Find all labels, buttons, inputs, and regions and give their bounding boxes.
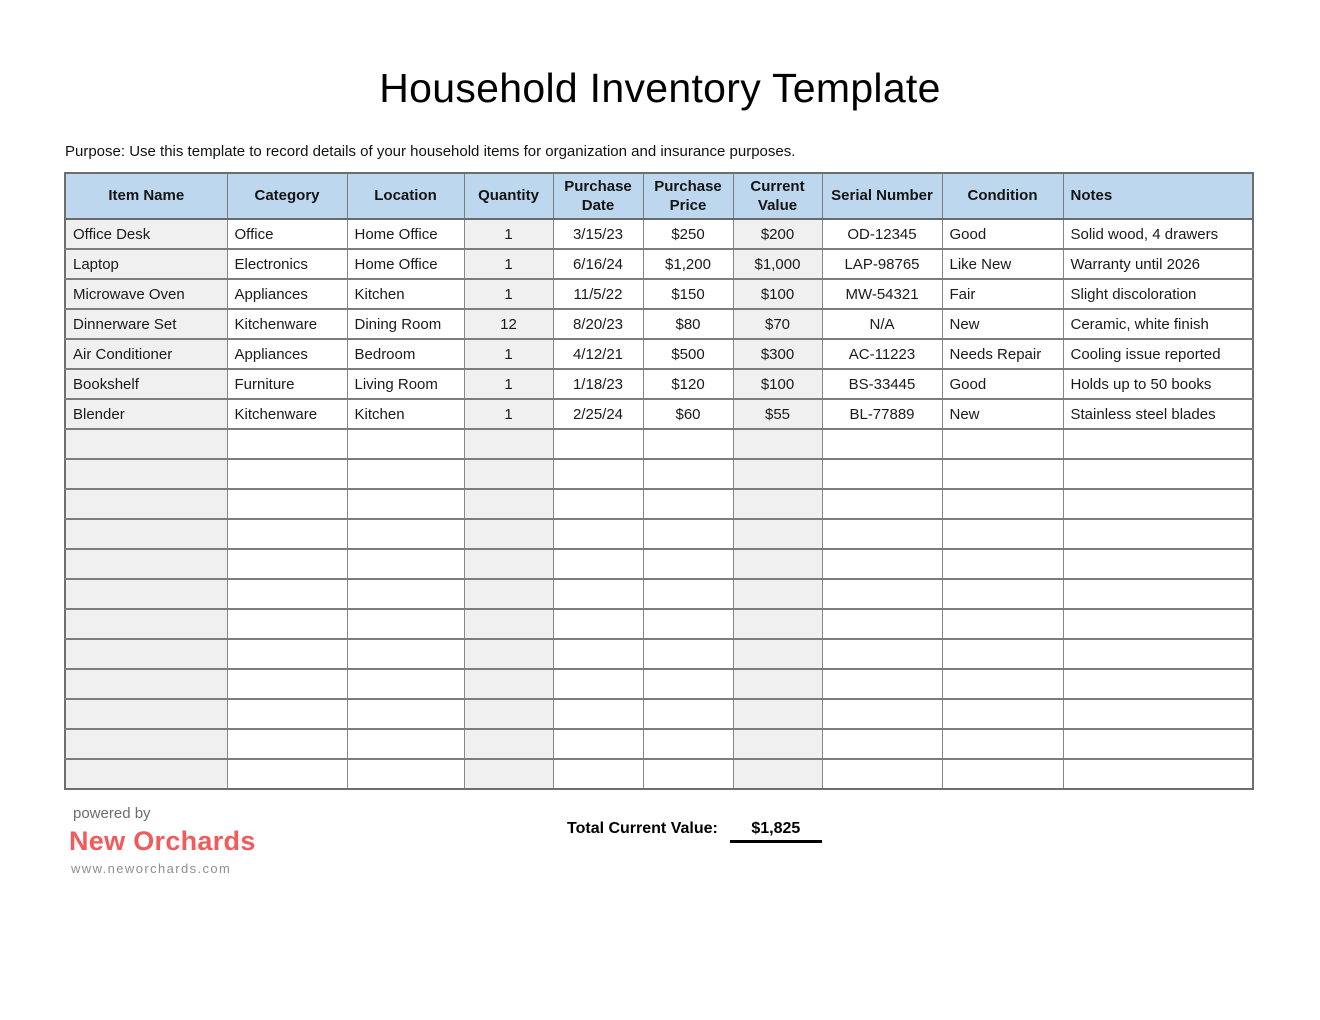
cell-notes bbox=[1063, 489, 1253, 519]
cell-item-name bbox=[65, 699, 227, 729]
cell-notes: Warranty until 2026 bbox=[1063, 249, 1253, 279]
cell-quantity: 1 bbox=[464, 369, 553, 399]
cell-location bbox=[347, 579, 464, 609]
table-header bbox=[65, 173, 1253, 219]
column-header-category: Category bbox=[227, 173, 347, 219]
column-header-item-name: Item Name bbox=[65, 173, 227, 219]
cell-location bbox=[347, 489, 464, 519]
cell-purchase-price bbox=[643, 759, 733, 789]
cell-current-value bbox=[733, 699, 822, 729]
cell-condition: Like New bbox=[942, 249, 1063, 279]
column-header-current-value: Current Value bbox=[733, 173, 822, 219]
cell-condition: Good bbox=[942, 369, 1063, 399]
cell-location: Home Office bbox=[347, 219, 464, 249]
cell-current-value bbox=[733, 759, 822, 789]
empty-row bbox=[65, 699, 1253, 729]
cell-item-name bbox=[65, 759, 227, 789]
cell-current-value: $100 bbox=[733, 279, 822, 309]
purpose-text: Purpose: Use this template to record details of your household items for organization and insurance purposes. bbox=[65, 143, 796, 161]
table-row bbox=[65, 219, 1253, 249]
cell-serial-number bbox=[822, 729, 942, 759]
cell-serial-number bbox=[822, 669, 942, 699]
cell-category bbox=[227, 519, 347, 549]
cell-quantity bbox=[464, 549, 553, 579]
cell-quantity bbox=[464, 609, 553, 639]
cell-location bbox=[347, 759, 464, 789]
cell-serial-number: OD-12345 bbox=[822, 219, 942, 249]
cell-current-value: $100 bbox=[733, 369, 822, 399]
cell-purchase-price: $150 bbox=[643, 279, 733, 309]
cell-quantity bbox=[464, 669, 553, 699]
table-row bbox=[65, 339, 1253, 369]
cell-purchase-date: 8/20/23 bbox=[553, 309, 643, 339]
cell-serial-number bbox=[822, 489, 942, 519]
total-value: $1,825 bbox=[730, 820, 822, 843]
cell-category bbox=[227, 549, 347, 579]
cell-current-value: $200 bbox=[733, 219, 822, 249]
cell-item-name: Dinnerware Set bbox=[65, 309, 227, 339]
column-header-notes: Notes bbox=[1063, 173, 1253, 219]
cell-category bbox=[227, 729, 347, 759]
empty-row bbox=[65, 669, 1253, 699]
empty-row bbox=[65, 639, 1253, 669]
cell-item-name: Microwave Oven bbox=[65, 279, 227, 309]
cell-item-name bbox=[65, 669, 227, 699]
cell-current-value bbox=[733, 609, 822, 639]
empty-row bbox=[65, 429, 1253, 459]
cell-condition bbox=[942, 459, 1063, 489]
empty-row bbox=[65, 459, 1253, 489]
header-row bbox=[65, 173, 1253, 219]
cell-category: Appliances bbox=[227, 339, 347, 369]
cell-purchase-date bbox=[553, 549, 643, 579]
cell-condition: Fair bbox=[942, 279, 1063, 309]
cell-category: Kitchenware bbox=[227, 309, 347, 339]
cell-item-name bbox=[65, 429, 227, 459]
cell-purchase-price bbox=[643, 429, 733, 459]
cell-notes: Stainless steel blades bbox=[1063, 399, 1253, 429]
column-header-serial-number: Serial Number bbox=[822, 173, 942, 219]
cell-purchase-price bbox=[643, 609, 733, 639]
cell-purchase-date bbox=[553, 489, 643, 519]
cell-notes bbox=[1063, 609, 1253, 639]
empty-row bbox=[65, 609, 1253, 639]
cell-purchase-price bbox=[643, 669, 733, 699]
cell-serial-number: AC-11223 bbox=[822, 339, 942, 369]
cell-quantity bbox=[464, 459, 553, 489]
cell-item-name: Bookshelf bbox=[65, 369, 227, 399]
cell-purchase-date bbox=[553, 459, 643, 489]
cell-item-name bbox=[65, 519, 227, 549]
cell-category bbox=[227, 579, 347, 609]
cell-quantity: 1 bbox=[464, 249, 553, 279]
cell-purchase-price bbox=[643, 699, 733, 729]
brand-logo: New Orchards bbox=[69, 826, 256, 857]
cell-category bbox=[227, 489, 347, 519]
cell-notes bbox=[1063, 669, 1253, 699]
cell-current-value: $55 bbox=[733, 399, 822, 429]
cell-purchase-price bbox=[643, 639, 733, 669]
cell-purchase-date: 11/5/22 bbox=[553, 279, 643, 309]
column-header-quantity: Quantity bbox=[464, 173, 553, 219]
cell-current-value: $1,000 bbox=[733, 249, 822, 279]
cell-current-value: $300 bbox=[733, 339, 822, 369]
page-footer bbox=[0, 790, 1320, 975]
empty-row bbox=[65, 519, 1253, 549]
cell-location bbox=[347, 609, 464, 639]
cell-quantity: 1 bbox=[464, 399, 553, 429]
cell-quantity bbox=[464, 729, 553, 759]
cell-category: Furniture bbox=[227, 369, 347, 399]
cell-category: Appliances bbox=[227, 279, 347, 309]
cell-purchase-price: $60 bbox=[643, 399, 733, 429]
cell-purchase-date: 1/18/23 bbox=[553, 369, 643, 399]
cell-current-value bbox=[733, 519, 822, 549]
cell-purchase-price bbox=[643, 519, 733, 549]
cell-condition bbox=[942, 759, 1063, 789]
cell-category: Electronics bbox=[227, 249, 347, 279]
cell-current-value bbox=[733, 549, 822, 579]
cell-serial-number: LAP-98765 bbox=[822, 249, 942, 279]
cell-item-name bbox=[65, 549, 227, 579]
table-row bbox=[65, 309, 1253, 339]
cell-serial-number bbox=[822, 459, 942, 489]
cell-quantity bbox=[464, 519, 553, 549]
cell-condition bbox=[942, 669, 1063, 699]
cell-purchase-price: $80 bbox=[643, 309, 733, 339]
cell-category bbox=[227, 699, 347, 729]
cell-current-value bbox=[733, 729, 822, 759]
cell-current-value: $70 bbox=[733, 309, 822, 339]
empty-row bbox=[65, 549, 1253, 579]
cell-serial-number bbox=[822, 609, 942, 639]
cell-purchase-date bbox=[553, 699, 643, 729]
cell-notes bbox=[1063, 699, 1253, 729]
cell-category: Office bbox=[227, 219, 347, 249]
cell-location: Living Room bbox=[347, 369, 464, 399]
cell-item-name: Blender bbox=[65, 399, 227, 429]
cell-quantity bbox=[464, 639, 553, 669]
cell-quantity bbox=[464, 699, 553, 729]
cell-location: Home Office bbox=[347, 249, 464, 279]
cell-condition bbox=[942, 519, 1063, 549]
cell-serial-number bbox=[822, 429, 942, 459]
cell-purchase-date: 3/15/23 bbox=[553, 219, 643, 249]
cell-quantity bbox=[464, 429, 553, 459]
cell-current-value bbox=[733, 579, 822, 609]
cell-item-name bbox=[65, 459, 227, 489]
cell-purchase-date bbox=[553, 729, 643, 759]
cell-purchase-date bbox=[553, 669, 643, 699]
cell-notes bbox=[1063, 579, 1253, 609]
total-current-value bbox=[567, 820, 822, 843]
cell-quantity: 1 bbox=[464, 339, 553, 369]
cell-location bbox=[347, 699, 464, 729]
empty-row bbox=[65, 579, 1253, 609]
cell-item-name: Laptop bbox=[65, 249, 227, 279]
cell-item-name bbox=[65, 609, 227, 639]
cell-condition: Needs Repair bbox=[942, 339, 1063, 369]
cell-purchase-date: 2/25/24 bbox=[553, 399, 643, 429]
cell-current-value bbox=[733, 639, 822, 669]
table-row bbox=[65, 249, 1253, 279]
cell-purchase-date bbox=[553, 579, 643, 609]
table-row bbox=[65, 399, 1253, 429]
cell-quantity bbox=[464, 489, 553, 519]
cell-location bbox=[347, 519, 464, 549]
cell-notes: Solid wood, 4 drawers bbox=[1063, 219, 1253, 249]
cell-notes: Holds up to 50 books bbox=[1063, 369, 1253, 399]
cell-category bbox=[227, 609, 347, 639]
page-title: Household Inventory Template bbox=[379, 65, 941, 111]
table-body bbox=[65, 219, 1253, 789]
cell-quantity: 12 bbox=[464, 309, 553, 339]
cell-item-name: Air Conditioner bbox=[65, 339, 227, 369]
cell-condition bbox=[942, 579, 1063, 609]
cell-notes bbox=[1063, 549, 1253, 579]
cell-item-name bbox=[65, 579, 227, 609]
cell-purchase-price bbox=[643, 489, 733, 519]
cell-condition: New bbox=[942, 399, 1063, 429]
cell-location bbox=[347, 459, 464, 489]
cell-notes bbox=[1063, 759, 1253, 789]
cell-item-name bbox=[65, 489, 227, 519]
cell-condition bbox=[942, 729, 1063, 759]
powered-by-text: powered by bbox=[73, 805, 151, 823]
empty-row bbox=[65, 759, 1253, 789]
column-header-condition: Condition bbox=[942, 173, 1063, 219]
cell-current-value bbox=[733, 669, 822, 699]
cell-location bbox=[347, 639, 464, 669]
cell-purchase-price bbox=[643, 459, 733, 489]
cell-category bbox=[227, 459, 347, 489]
cell-purchase-price bbox=[643, 549, 733, 579]
cell-location: Kitchen bbox=[347, 399, 464, 429]
cell-serial-number bbox=[822, 759, 942, 789]
cell-notes bbox=[1063, 519, 1253, 549]
cell-location bbox=[347, 669, 464, 699]
cell-condition bbox=[942, 489, 1063, 519]
cell-serial-number: MW-54321 bbox=[822, 279, 942, 309]
cell-category bbox=[227, 759, 347, 789]
column-header-purchase-price: Purchase Price bbox=[643, 173, 733, 219]
cell-condition bbox=[942, 429, 1063, 459]
cell-current-value bbox=[733, 489, 822, 519]
cell-purchase-price bbox=[643, 729, 733, 759]
cell-category bbox=[227, 669, 347, 699]
cell-location: Kitchen bbox=[347, 279, 464, 309]
cell-purchase-price: $500 bbox=[643, 339, 733, 369]
inventory-table bbox=[64, 172, 1254, 790]
cell-condition bbox=[942, 609, 1063, 639]
table-row bbox=[65, 279, 1253, 309]
cell-serial-number: BS-33445 bbox=[822, 369, 942, 399]
cell-serial-number bbox=[822, 639, 942, 669]
cell-location bbox=[347, 429, 464, 459]
cell-quantity bbox=[464, 579, 553, 609]
cell-notes bbox=[1063, 429, 1253, 459]
brand-website: www.neworchards.com bbox=[71, 861, 232, 877]
cell-purchase-date bbox=[553, 519, 643, 549]
cell-quantity: 1 bbox=[464, 279, 553, 309]
cell-serial-number bbox=[822, 579, 942, 609]
cell-serial-number bbox=[822, 549, 942, 579]
cell-purchase-date bbox=[553, 429, 643, 459]
cell-condition bbox=[942, 699, 1063, 729]
cell-category: Kitchenware bbox=[227, 399, 347, 429]
cell-notes bbox=[1063, 639, 1253, 669]
cell-purchase-price: $250 bbox=[643, 219, 733, 249]
cell-serial-number: N/A bbox=[822, 309, 942, 339]
cell-notes bbox=[1063, 729, 1253, 759]
column-header-purchase-date: Purchase Date bbox=[553, 173, 643, 219]
cell-purchase-price: $120 bbox=[643, 369, 733, 399]
cell-location: Dining Room bbox=[347, 309, 464, 339]
cell-condition bbox=[942, 549, 1063, 579]
cell-purchase-date bbox=[553, 609, 643, 639]
cell-current-value bbox=[733, 459, 822, 489]
cell-notes: Ceramic, white finish bbox=[1063, 309, 1253, 339]
cell-purchase-price bbox=[643, 579, 733, 609]
cell-notes bbox=[1063, 459, 1253, 489]
cell-purchase-date bbox=[553, 759, 643, 789]
empty-row bbox=[65, 489, 1253, 519]
cell-purchase-date: 6/16/24 bbox=[553, 249, 643, 279]
cell-notes: Slight discoloration bbox=[1063, 279, 1253, 309]
cell-serial-number bbox=[822, 699, 942, 729]
cell-current-value bbox=[733, 429, 822, 459]
cell-location bbox=[347, 729, 464, 759]
column-header-location: Location bbox=[347, 173, 464, 219]
table-row bbox=[65, 369, 1253, 399]
cell-location bbox=[347, 549, 464, 579]
cell-condition: Good bbox=[942, 219, 1063, 249]
cell-item-name: Office Desk bbox=[65, 219, 227, 249]
cell-condition bbox=[942, 639, 1063, 669]
empty-row bbox=[65, 729, 1253, 759]
cell-quantity bbox=[464, 759, 553, 789]
cell-serial-number bbox=[822, 519, 942, 549]
cell-condition: New bbox=[942, 309, 1063, 339]
cell-purchase-date: 4/12/21 bbox=[553, 339, 643, 369]
cell-quantity: 1 bbox=[464, 219, 553, 249]
total-label: Total Current Value: bbox=[567, 820, 718, 838]
cell-purchase-price: $1,200 bbox=[643, 249, 733, 279]
cell-item-name bbox=[65, 729, 227, 759]
cell-location: Bedroom bbox=[347, 339, 464, 369]
cell-category bbox=[227, 429, 347, 459]
cell-serial-number: BL-77889 bbox=[822, 399, 942, 429]
cell-purchase-date bbox=[553, 639, 643, 669]
cell-notes: Cooling issue reported bbox=[1063, 339, 1253, 369]
cell-category bbox=[227, 639, 347, 669]
cell-item-name bbox=[65, 639, 227, 669]
